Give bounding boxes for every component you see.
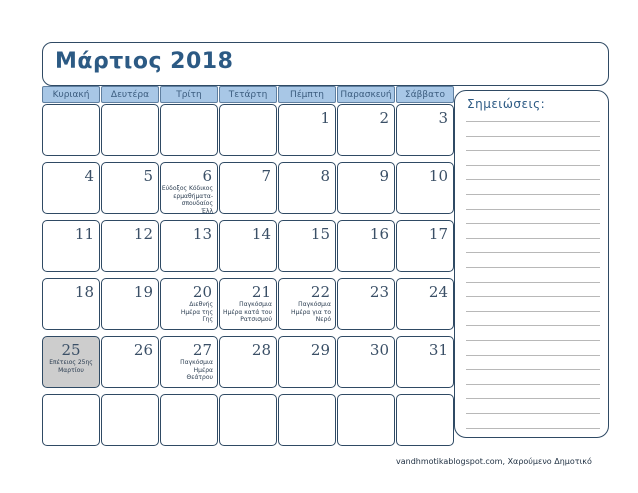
notes-line: [466, 428, 600, 429]
day-cell: [396, 336, 454, 388]
day-cell: [337, 220, 395, 272]
day-number: 26: [133, 341, 153, 359]
day-note: Διεθνής Ημέρα της Γης: [180, 301, 213, 323]
notes-line: [466, 150, 600, 151]
notes-line: [466, 238, 600, 239]
day-number: 20: [192, 283, 212, 301]
day-number: 8: [320, 167, 330, 185]
day-cell: [101, 278, 159, 330]
day-header: Δευτέρα: [101, 86, 159, 103]
footer-credit: vandhmotikablogspot.com, Χαρούμενο Δημοτικό: [396, 457, 592, 466]
day-cell: [278, 220, 336, 272]
notes-line: [466, 296, 600, 297]
day-cell: [42, 336, 100, 388]
day-number: 14: [251, 225, 271, 243]
notes-line: [466, 355, 600, 356]
day-cell: [219, 336, 277, 388]
day-header: Πέμπτη: [278, 86, 336, 103]
day-number: 11: [74, 225, 94, 243]
day-number: 18: [74, 283, 94, 301]
notes-line: [466, 311, 600, 312]
day-number: 30: [369, 341, 389, 359]
day-cell: [101, 220, 159, 272]
day-number: 2: [379, 109, 389, 127]
day-number: 22: [310, 283, 330, 301]
day-cell: [160, 278, 218, 330]
day-number: 5: [143, 167, 153, 185]
day-number: 10: [428, 167, 448, 185]
day-cell: [219, 278, 277, 330]
day-number: 27: [192, 341, 212, 359]
day-cell: [101, 394, 159, 446]
day-number: 3: [438, 109, 448, 127]
day-number: 28: [251, 341, 271, 359]
day-number: 16: [369, 225, 389, 243]
day-cell: [396, 220, 454, 272]
day-cell: [278, 336, 336, 388]
day-cell: [160, 162, 218, 214]
day-note: Επέτειος 25ης Μαρτίου: [49, 359, 93, 374]
day-number: 17: [428, 225, 448, 243]
day-cell: [101, 336, 159, 388]
day-cell: [219, 220, 277, 272]
day-number: 21: [251, 283, 271, 301]
day-cell: [42, 220, 100, 272]
notes-line: [466, 194, 600, 195]
calendar-title: Μάρτιος 2018: [55, 49, 234, 74]
notes-line: [466, 136, 600, 137]
notes-line: [466, 121, 600, 122]
day-number: 1: [320, 109, 330, 127]
day-number: 23: [369, 283, 389, 301]
notes-line: [466, 267, 600, 268]
notes-line: [466, 179, 600, 180]
day-cell: [396, 278, 454, 330]
day-header: Τετάρτη: [219, 86, 277, 103]
day-number: 12: [133, 225, 153, 243]
day-note: Παγκόσμια Ημέρα για το Νερό: [291, 301, 331, 323]
day-number: 7: [261, 167, 271, 185]
day-note: Εύδοξος Κόδικος ερμαθήματα- σπουδαίος Έλλ: [161, 185, 213, 215]
notes-line: [466, 413, 600, 414]
title-box: [42, 42, 609, 86]
day-cell: [278, 394, 336, 446]
day-number: 9: [379, 167, 389, 185]
day-cell: [396, 394, 454, 446]
notes-line: [466, 252, 600, 253]
day-cell: [396, 104, 454, 156]
day-cell: [278, 104, 336, 156]
day-cell: [337, 394, 395, 446]
day-cell: [101, 104, 159, 156]
day-number: 25: [61, 341, 81, 359]
day-number: 15: [310, 225, 330, 243]
day-cell: [42, 278, 100, 330]
day-number: 6: [202, 167, 212, 185]
day-cell: [101, 162, 159, 214]
day-cell: [219, 104, 277, 156]
notes-line: [466, 223, 600, 224]
day-cell: [219, 394, 277, 446]
day-cell: [160, 394, 218, 446]
day-number: 29: [310, 341, 330, 359]
day-cell: [160, 104, 218, 156]
notes-line: [466, 282, 600, 283]
day-cell: [42, 104, 100, 156]
notes-line: [466, 369, 600, 370]
notes-line: [466, 325, 600, 326]
notes-line: [466, 384, 600, 385]
day-header: Παρασκευή: [337, 86, 395, 103]
notes-line: [466, 209, 600, 210]
day-cell: [396, 162, 454, 214]
day-cell: [337, 162, 395, 214]
day-header: Σάββατο: [396, 86, 454, 103]
day-header: Κυριακή: [42, 86, 100, 103]
day-header: Τρίτη: [160, 86, 218, 103]
day-cell: [337, 336, 395, 388]
notes-title: Σημειώσεις:: [467, 97, 546, 111]
day-cell: [337, 278, 395, 330]
notes-line: [466, 340, 600, 341]
day-note: Παγκόσμια Ημέρα κατά του Ρατσισμού: [223, 301, 272, 323]
day-number: 19: [133, 283, 153, 301]
day-cell: [160, 336, 218, 388]
day-cell: [278, 278, 336, 330]
day-cell: [42, 162, 100, 214]
day-number: 13: [192, 225, 212, 243]
notes-line: [466, 165, 600, 166]
notes-panel: [454, 90, 609, 438]
day-cell: [160, 220, 218, 272]
day-number: 31: [428, 341, 448, 359]
day-cell: [278, 162, 336, 214]
day-note: Παγκόσμια Ημέρα Θεάτρου: [180, 359, 213, 381]
notes-line: [466, 398, 600, 399]
day-cell: [337, 104, 395, 156]
day-number: 4: [84, 167, 94, 185]
day-number: 24: [428, 283, 448, 301]
day-cell: [42, 394, 100, 446]
day-cell: [219, 162, 277, 214]
